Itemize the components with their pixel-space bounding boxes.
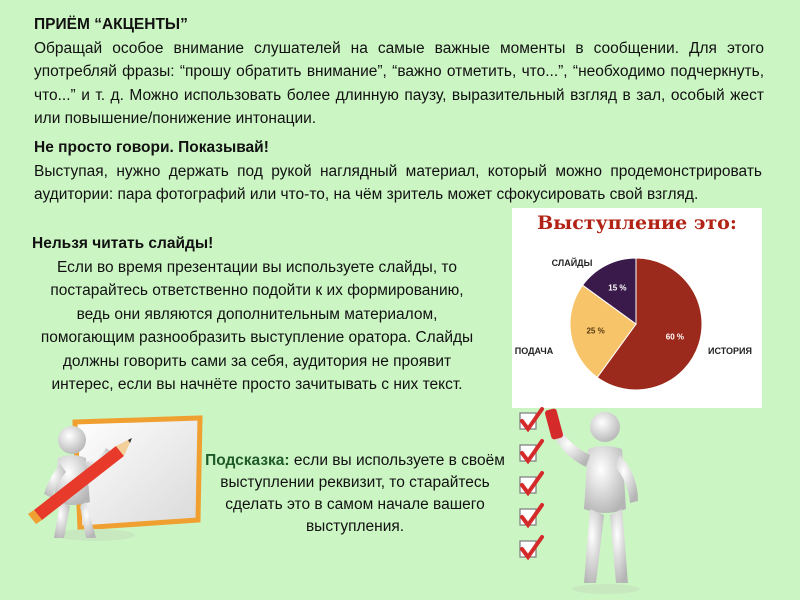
- pie-category-label-1: ПОДАЧА: [514, 346, 554, 356]
- section-accents: [34, 13, 764, 131]
- chart-title: Выступление это:: [537, 212, 737, 234]
- pie-value-label-2: 15 %: [608, 283, 627, 293]
- section-slides: [32, 232, 482, 397]
- section-slides-body: Если во время презентации вы используете слайды, то постарайтесь ответственно подойти к их формированию, ведь они являются дополнительным материалом, помогающим разнообразить выступление оратора. Слайды должны говорить сами за себя, аудитория не проявит интерес, если вы начнёте просто зачитывать с них текст.: [40, 258, 474, 393]
- figure-with-marker-and-checklist-illustration: [510, 405, 660, 600]
- figure-head: [58, 426, 86, 454]
- hint-lead: Подсказка:: [205, 452, 290, 469]
- hint-body: если вы используете в своём выступлении реквизит, то старайтесь сделать это в самом начале вашего выступления.: [220, 452, 505, 535]
- pie-chart-card: [512, 208, 762, 408]
- section-show-heading: Не просто говори. Показывай!: [34, 139, 269, 156]
- section-show: [34, 136, 762, 207]
- marker-icon: [544, 408, 563, 440]
- pie-value-label-1: 25 %: [586, 326, 605, 336]
- hint-text: [205, 450, 505, 538]
- pie-chart: [512, 208, 762, 408]
- pie-category-label-2: СЛАЙДЫ: [551, 258, 593, 268]
- section-accents-body: Обращай особое внимание слушателей на самые важные моменты в сообщении. Для этого употребляй фразы: “прошу обратить внимание”, “важно отметить, что...”, “необходимо подчеркнуть, что...” и т. д. Можно использовать более длинную паузу, выразительный взгляд в зал, особый жест или повышение/понижение интонации.: [34, 39, 764, 127]
- section-slides-heading: Нельзя читать слайды!: [32, 235, 214, 252]
- section-show-body: Выступая, нужно держать под рукой наглядный материал, который можно продемонстрировать аудитории: пара фотографий или что-то, на чём зритель может сфокусировать свой взгляд.: [34, 162, 762, 203]
- figure-with-pencil-and-board-illustration: [20, 410, 205, 545]
- section-accents-heading: ПРИЁМ “АКЦЕНТЫ”: [34, 16, 188, 33]
- pie-category-label-0: ИСТОРИЯ: [708, 346, 752, 356]
- pie-value-label-0: 60 %: [665, 332, 685, 342]
- figure-head: [590, 412, 620, 442]
